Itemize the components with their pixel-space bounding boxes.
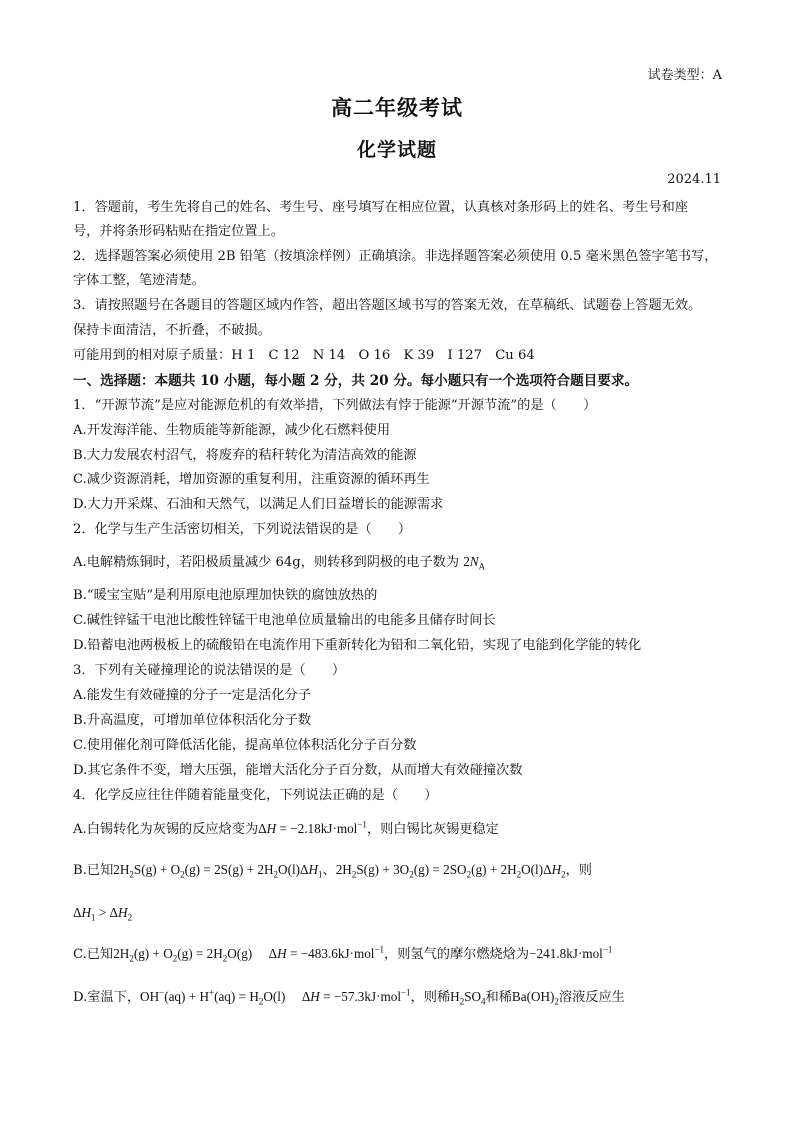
- question-1-option-b: B.大力发展农村沼气，将废弃的秸秆转化为清洁高效的能源: [73, 448, 417, 463]
- math-expression: $Ba(OH)_2$: [511, 989, 559, 1007]
- question-2-option-b: B.“暖宝宝贴”是利用原电池原理加快铁的腐蚀放热的: [73, 588, 378, 603]
- math-expression: ΔH = −2.18kJ·mol$^{-1}$: [258, 819, 367, 836]
- question-3-option-c: C.使用催化剂可降低活化能，提高单位体积活化分子百分数: [73, 738, 417, 753]
- math-expression: $2H_2(g) + O_2(g) = 2H_2O(g)$ ΔH = −483.6kJ·mol$^{-1}$: [113, 944, 385, 964]
- atomic-mass-line: 可能用到的相对原子质量：H 1 C 12 N 14 O 16 K 39 I 127 Cu 64: [73, 348, 535, 363]
- question-3-option-d: D.其它条件不变，增大压强，能增大活化分子百分数，从而增大有效碰撞次数: [73, 763, 523, 778]
- question-2-option-a: [73, 553, 485, 572]
- instruction-line: 2．选择题答案必须使用 2B 铅笔（按填涂样例）正确填涂。非选择题答案必须使用 0.5 毫米黑色签字笔书写，: [73, 249, 718, 264]
- instruction-line: 保持卡面清洁，不折叠，不破损。: [73, 323, 271, 338]
- question-4-option-b-continued: [73, 904, 132, 923]
- math-expression: $\Delta H_1 > \Delta H_2$: [73, 905, 133, 923]
- section-heading: 一、选择题：本题共 10 小题，每小题 2 分，共 20 分。每小题只有一个选项符合题目要求。: [73, 373, 639, 389]
- question-1-option-d: D.大力开采煤、石油和天然气，以满足人们日益增长的能源需求: [73, 497, 444, 512]
- question-2-stem: 2．化学与生产生活密切相关，下列说法错误的是（ ）: [73, 522, 412, 537]
- question-1-option-c: C.减少资源消耗，增加资源的重复利用，注重资源的循环再生: [73, 472, 430, 487]
- math-expression: $H_2SO_4$: [450, 989, 486, 1007]
- question-3-stem: 3．下列有关碰撞理论的说法错误的是（ ）: [73, 663, 346, 678]
- question-4-option-c: C.已知$2H_2(g) + O_2(g) = 2H_2O(g)$ ΔH = −483.6kJ·mol$^{-1}$，则氢气的摩尔燃烧焓为−241.8kJ·mol$^{-1}$: [73, 944, 613, 964]
- question-4-stem: 4．化学反应往往伴随着能量变化，下列说法正确的是（ ）: [73, 788, 438, 803]
- instruction-line: 号，并将条形码粘贴在指定位置上。: [73, 224, 284, 239]
- math-expression: −241.8kJ·mol$^{-1}$: [529, 944, 613, 961]
- question-3-option-a: A.能发生有效碰撞的分子一定是活化分子: [73, 688, 311, 703]
- instruction-line: 字体工整，笔迹清楚。: [73, 273, 205, 288]
- instruction-line: 3．请按照题号在各题目的答题区域内作答，超出答题区域书写的答案无效，在草稿纸、试题卷上答题无效。: [73, 298, 702, 313]
- instruction-line: 1．答题前，考生先将自己的姓名、考生号、座号填写在相应位置，认真核对条形码上的姓名、考生号和座: [73, 200, 689, 215]
- math-expression: $2H_2S(g) + O_2(g) = 2S(g) + 2H_2O(l)\Delta H_1$、$2H_2S(g) + 3O_2(g) = 2SO_2(g) + 2H_2O(l)\Delta H_2$: [113, 862, 566, 880]
- question-2-option-c: C.碱性锌锰干电池比酸性锌锰干电池单位质量输出的电能多且储存时间长: [73, 613, 496, 628]
- page-title: 高二年级考试: [331, 95, 463, 120]
- math-expression: $OH^-(aq) + H^+(aq) = H_2O(l)$ ΔH = −57.3kJ·mol$^{-1}$: [140, 987, 411, 1007]
- paper-type-label: 试卷类型：A: [647, 68, 722, 83]
- question-3-option-b: B.升高温度，可增加单位体积活化分子数: [73, 713, 312, 728]
- math-expression: $2N_A$: [463, 554, 486, 572]
- option-text: A.电解精炼铜时，若阳极质量减少 64g，则转移到阴极的电子数为: [73, 555, 464, 570]
- question-4-option-a: A.白锡转化为灰锡的反应焓变为ΔH = −2.18kJ·mol$^{-1}$，则白锡比灰锡更稳定: [73, 819, 499, 837]
- question-4-option-b: B.已知$2H_2S(g) + O_2(g) = 2S(g) + 2H_2O(l)\Delta H_1$、$2H_2S(g) + 3O_2(g) = 2SO_2(g) + 2H_2O(l)\Delta H_2$，则: [73, 862, 592, 880]
- page-subtitle: 化学试题: [356, 139, 437, 161]
- exam-date: 2024.11: [667, 172, 721, 187]
- question-2-option-d: D.铅蓄电池两极板上的硫酸铅在电流作用下重新转化为铅和二氧化铅，实现了电能到化学能的转化: [73, 638, 642, 653]
- question-4-option-d: D.室温下，$OH^-(aq) + H^+(aq) = H_2O(l)$ ΔH = −57.3kJ·mol$^{-1}$，则稀$H_2SO_4$和稀$Ba(OH)_2$溶液反应生: [73, 987, 625, 1007]
- question-1-option-a: A.开发海洋能、生物质能等新能源，减少化石燃料使用: [73, 423, 391, 438]
- question-1-stem: 1．“开源节流”是应对能源危机的有效举措，下列做法有悖于能源“开源节流”的是（ ）: [73, 398, 597, 413]
